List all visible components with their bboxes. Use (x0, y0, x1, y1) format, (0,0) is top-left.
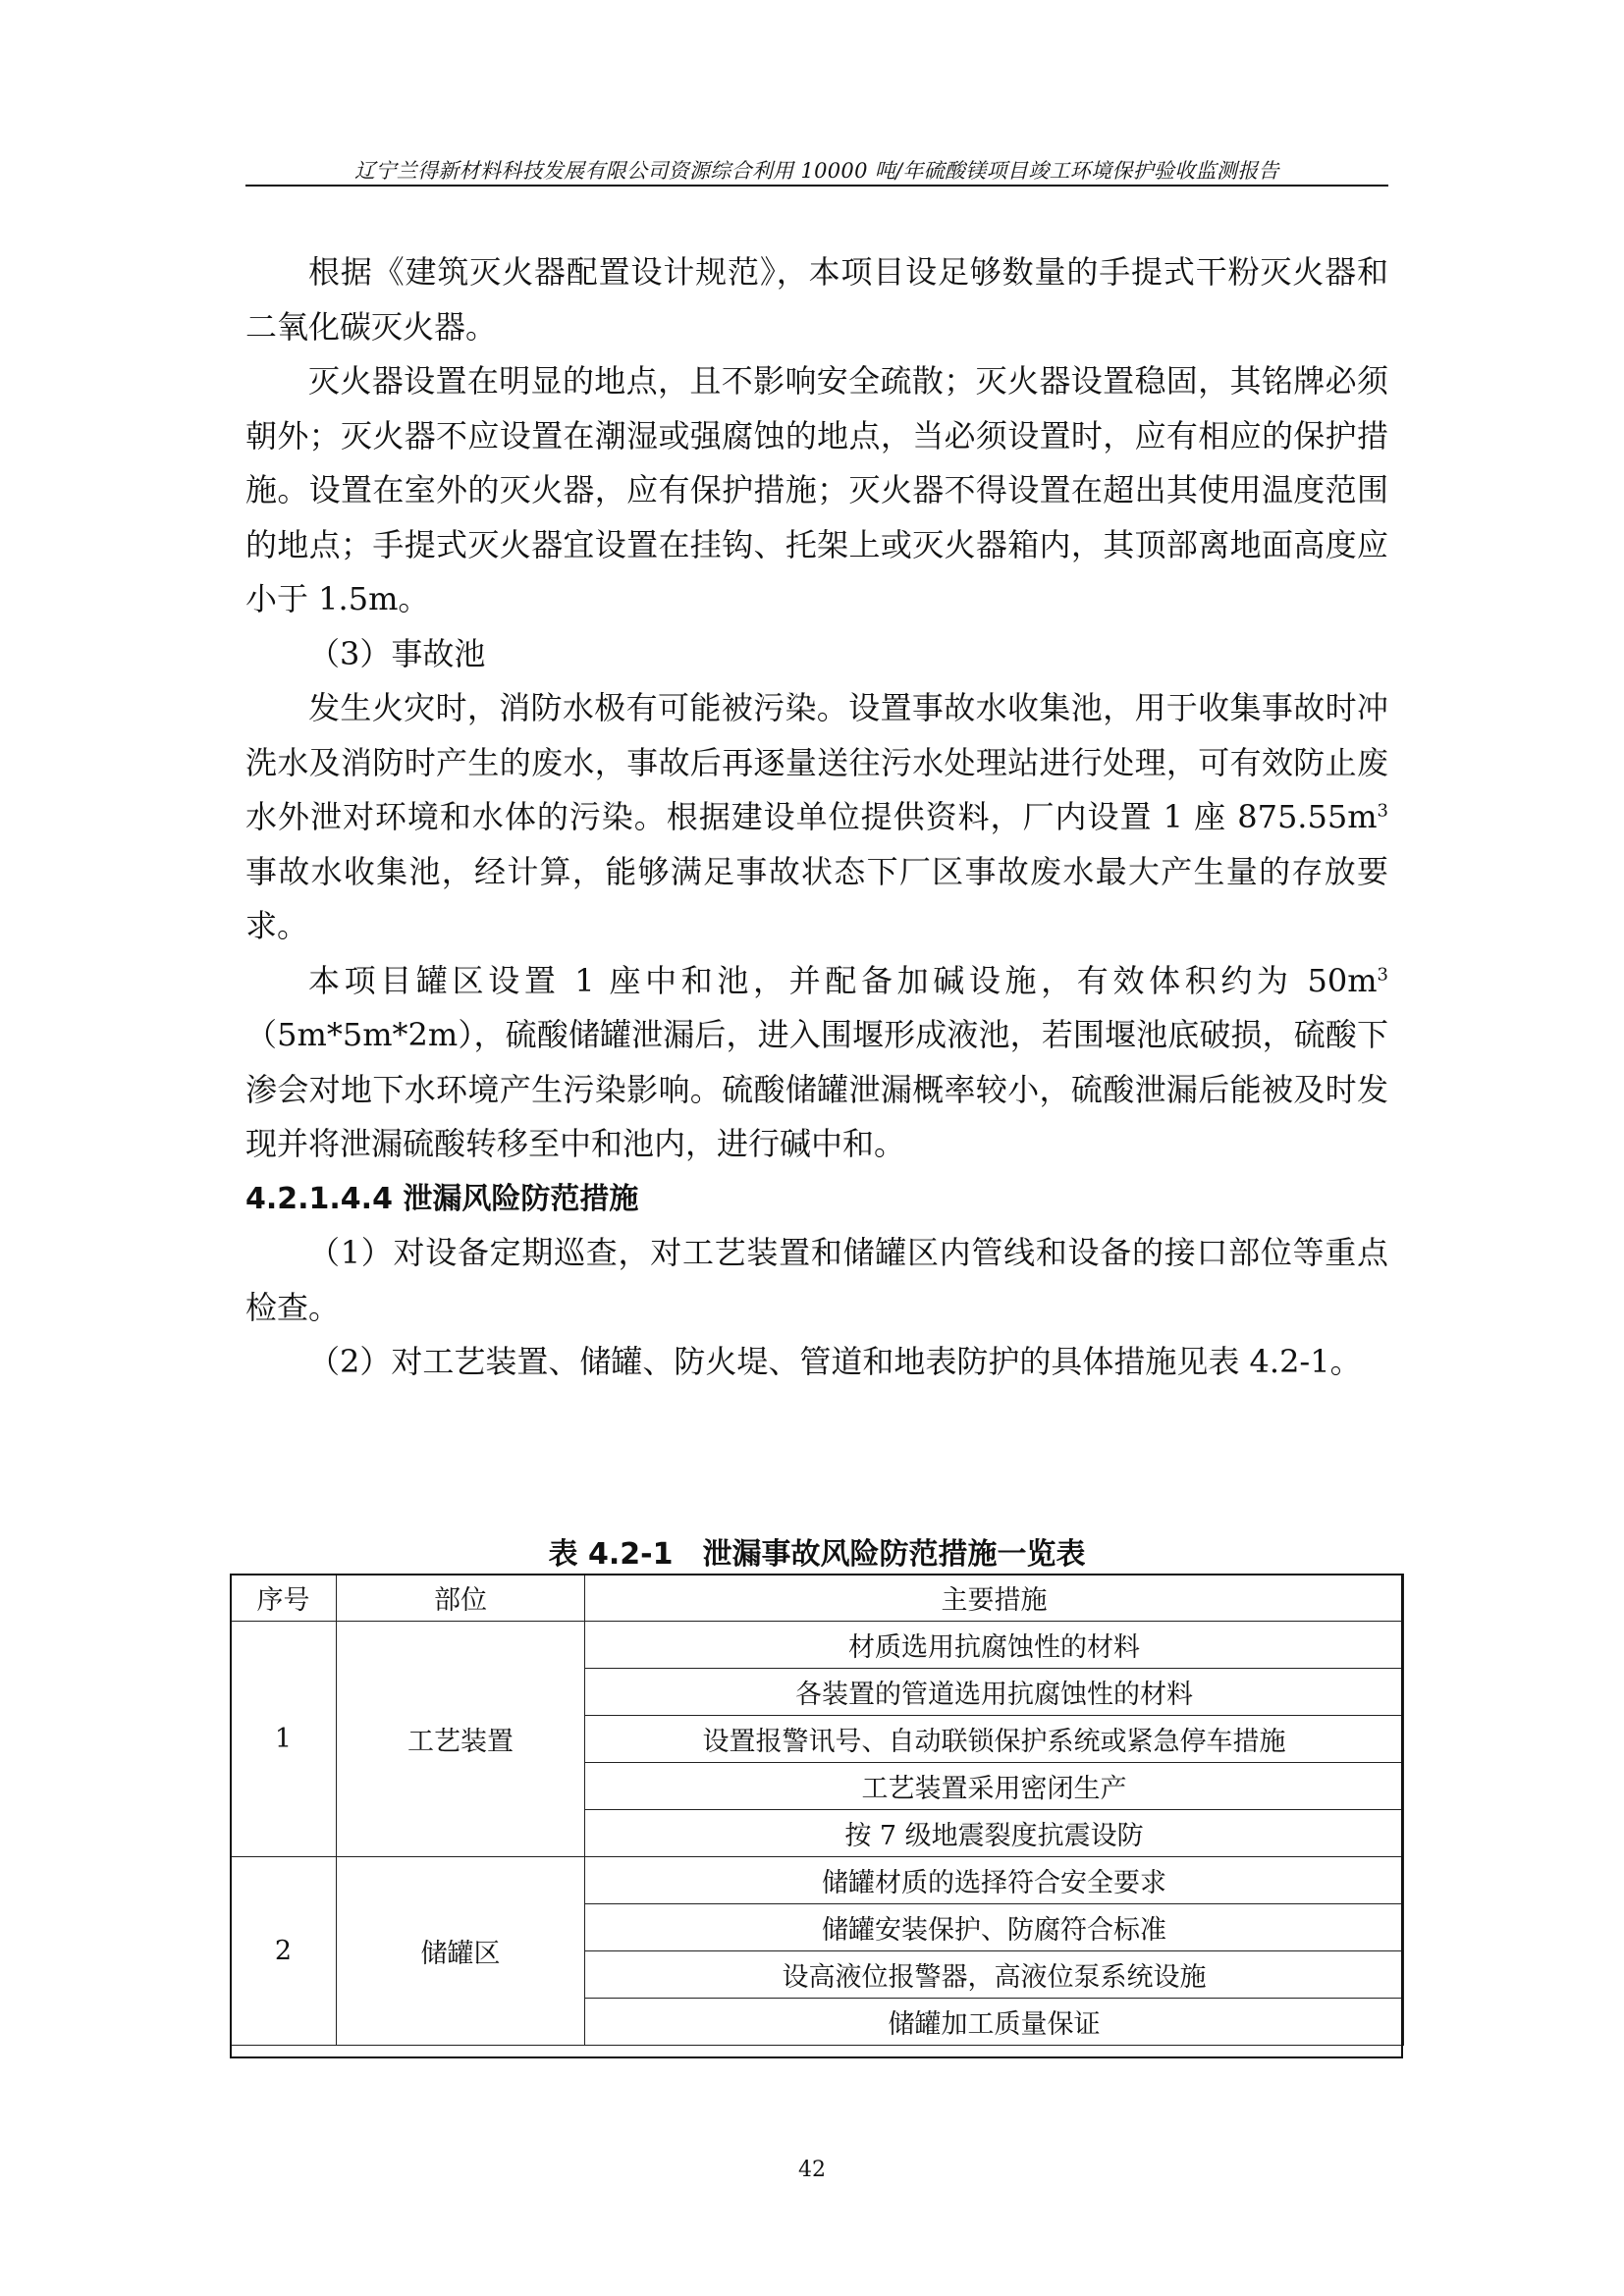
subheading-accident-pool: （3）事故池 (308, 634, 486, 672)
measure-cell: 储罐材质的选择符合安全要求 (585, 1857, 1404, 1904)
paragraph-measures-ref: （2）对工艺装置、储罐、防火堤、管道和地表防护的具体措施见表 4.2-1。 (308, 1343, 1362, 1380)
paragraph-extinguisher-placement: 灭火器设置在明显的地点，且不影响安全疏散；灭火器设置稳固，其铭牌必须朝外；灭火器不应设置在潮湿或强腐蚀的地点，当必须设置时，应有相应的保护措施。设置在室外的灭火器，应有保护措施；灭火器不得设置在超出其使用温度范围的地点；手提式灭火器宜设置在挂钩、托架上或灭火器箱内，其顶部离地面高度应小于 1.5m。 (245, 362, 1388, 617)
measure-cell: 材质选用抗腐蚀性的材料 (585, 1622, 1404, 1669)
table-title: 表 4.2-1 泄漏事故风险防范措施一览表 (548, 1537, 1086, 1572)
page-header: 辽宁兰得新材料科技发展有限公司资源综合利用 10000 吨/年硫酸镁项目竣工环境保护验收监测报告 (354, 159, 1279, 183)
header-measures: 主要措施 (585, 1575, 1404, 1622)
neutralization-text-a: 本项目罐区设置 1 座中和池，并配备加碱设施，有效体积约为 50m (308, 961, 1378, 999)
risk-measures-table (230, 1574, 1404, 2046)
measure-cell: 设高液位报警器，高液位泵系统设施 (585, 1951, 1404, 1999)
group-number: 1 (231, 1622, 337, 1857)
body-text (245, 245, 1388, 1390)
paragraph-accident-pool (245, 681, 1388, 954)
group-part: 储罐区 (337, 1857, 585, 2046)
paragraph-inspection: （1）对设备定期巡查，对工艺装置和储罐区内管线和设备的接口部位等重点检查。 (245, 1234, 1388, 1326)
group-part: 工艺装置 (337, 1622, 585, 1857)
measure-cell: 各装置的管道选用抗腐蚀性的材料 (585, 1669, 1404, 1716)
table-header-row (231, 1575, 1404, 1622)
page-number: 42 (798, 2158, 826, 2182)
section-heading: 4.2.1.4.4 泄漏风险防范措施 (245, 1181, 639, 1216)
neutralization-superscript: 3 (1377, 963, 1388, 985)
paragraph-neutralization-pool (245, 954, 1388, 1172)
measure-cell: 按 7 级地震裂度抗震设防 (585, 1810, 1404, 1857)
header-rule (245, 185, 1388, 187)
accident-pool-superscript: 3 (1377, 800, 1388, 822)
neutralization-text-b: （5m*5m*2m），硫酸储罐泄漏后，进入围堰形成液池，若围堰池底破损，硫酸下渗会对地下水环境产生污染影响。硫酸储罐泄漏概率较小，硫酸泄漏后能被及时发现并将泄漏硫酸转移至中和池内，进行碱中和。 (245, 1016, 1388, 1162)
header-part: 部位 (337, 1575, 585, 1622)
measure-cell: 储罐安装保护、防腐符合标准 (585, 1904, 1404, 1951)
measure-cell: 设置报警讯号、自动联锁保护系统或紧急停车措施 (585, 1716, 1404, 1763)
measure-cell: 工艺装置采用密闭生产 (585, 1763, 1404, 1810)
table-row (231, 1857, 1404, 1904)
header-no: 序号 (231, 1575, 337, 1622)
measure-cell: 储罐加工质量保证 (585, 1999, 1404, 2046)
paragraph-extinguisher-config: 根据《建筑灭火器配置设计规范》，本项目设足够数量的手提式干粉灭火器和二氧化碳灭火器。 (245, 253, 1388, 346)
accident-pool-text-b: 事故水收集池，经计算，能够满足事故状态下厂区事故废水最大产生量的存放要求。 (245, 852, 1388, 944)
accident-pool-text-a: 发生火灾时，消防水极有可能被污染。设置事故水收集池，用于收集事故时冲洗水及消防时产生的废水，事故后再逐量送往污水处理站进行处理，可有效防止废水外泄对环境和水体的污染。根据建设单位提供资料，厂内设置 1 座 875.55m (245, 689, 1388, 835)
table-row (231, 1622, 1404, 1669)
group-number: 2 (231, 1857, 337, 2046)
